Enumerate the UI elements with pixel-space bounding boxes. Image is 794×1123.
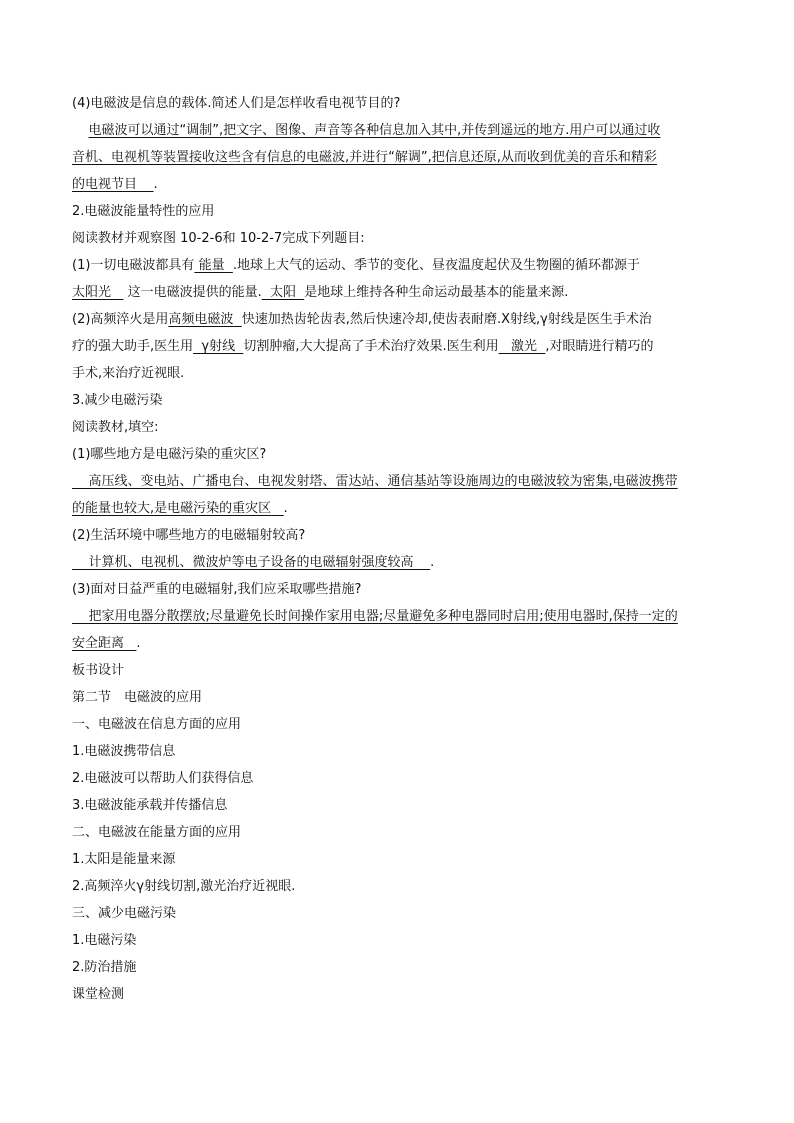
answer-text: 的电视节目 [72, 177, 138, 192]
section-3-heading: 3.减少电磁污染 [72, 393, 163, 408]
s3-question-1: (1)哪些地方是电磁污染的重灾区? [72, 447, 267, 462]
board-h2: 二、电磁波在能量方面的应用 [72, 825, 242, 840]
section-2-intro: 阅读教材并观察图 10-2-6和 10-2-7完成下列题目: [72, 231, 365, 246]
blank-answer: 能量 [198, 258, 225, 273]
section-3-intro: 阅读教材,填空: [72, 420, 159, 435]
blank-answer: γ射线 [201, 339, 236, 354]
q4-answer-line-1 [72, 117, 722, 144]
s3-answer-1-line-2: 的能量也较大,是电磁污染的重灾区 . [72, 501, 288, 516]
s3-answer-3-line-1 [72, 603, 722, 630]
q4-title: (4)电磁波是信息的载体.简述人们是怎样收看电视节目的? [72, 96, 401, 111]
board-h3-item-2: 2.防治措施 [72, 960, 137, 975]
board-h1-item-2: 2.电磁波可以帮助人们获得信息 [72, 771, 254, 786]
board-h1-item-3: 3.电磁波能承载并传播信息 [72, 798, 228, 813]
s3-question-2: (2)生活环境中哪些地方的电磁辐射较高? [72, 528, 306, 543]
s2-p1-line-1: (1)一切电磁波都具有 能量 .地球上大气的运动、季节的变化、昼夜温度起伏及生物圈的循环都源于 [72, 258, 640, 273]
s3-answer-2: 计算机、电视机、微波炉等电子设备的电磁辐射强度较高 . [72, 549, 722, 576]
board-h1: 一、电磁波在信息方面的应用 [72, 717, 242, 732]
classroom-check-heading: 课堂检测 [72, 987, 125, 1002]
blank-answer: 太阳光 [72, 285, 112, 300]
blank-answer: 激光 [511, 339, 538, 354]
blank-answer: 太阳 [269, 285, 296, 300]
board-h3-item-1: 1.电磁污染 [72, 933, 137, 948]
blank-answer: 高频电磁波 [168, 312, 234, 327]
answer-text: 音机、电视机等装置接收这些含有信息的电磁波,并进行“解调”,把信息还原,从而收到优美的音乐和精彩 [72, 150, 657, 165]
document-page [72, 90, 722, 1008]
section-2-heading: 2.电磁波能量特性的应用 [72, 204, 215, 219]
s3-answer-1-line-1 [72, 468, 722, 495]
s3-answer-3-line-2: 安全距离 . [72, 636, 141, 651]
answer-text: 电磁波可以通过“调制”,把文字、图像、声音等各种信息加入其中,并传到遥远的地方.用户可以通过收 [88, 123, 661, 138]
q4-answer-line-3: 的电视节目 . [72, 177, 158, 192]
answer-text: 高压线、变电站、广播电台、电视发射塔、雷达站、通信基站等设施周边的电磁波较为密集,电磁波携带 [88, 474, 678, 489]
s3-question-3: (3)面对日益严重的电磁辐射,我们应采取哪些措施? [72, 582, 362, 597]
s2-p2-line-1: (2)高频淬火是用高频电磁波 快速加热齿轮齿表,然后快速冷却,使齿表耐磨.X射线,γ射线是医生手术治 [72, 312, 652, 327]
answer-text: 计算机、电视机、微波炉等电子设备的电磁辐射强度较高 [88, 555, 414, 570]
s2-p2-line-2: 疗的强大助手,医生用 γ射线 切割肿瘤,大大提高了手术治疗效果.医生利用 激光 ,对眼睛进行精巧的 [72, 339, 654, 354]
answer-text: 把家用电器分散摆放;尽量避免长时间操作家用电器;尽量避免多种电器同时启用;使用电器时,保持一定的 [88, 609, 678, 624]
answer-text: 安全距离 [72, 636, 125, 651]
board-h3: 三、减少电磁污染 [72, 906, 177, 921]
board-h2-item-2: 2.高频淬火γ射线切割,激光治疗近视眼. [72, 879, 296, 894]
answer-text: 的能量也较大,是电磁污染的重灾区 [72, 501, 272, 516]
board-title: 第二节 电磁波的应用 [72, 690, 203, 705]
q4-answer-line-2 [72, 144, 722, 171]
board-h2-item-1: 1.太阳是能量来源 [72, 852, 176, 867]
s2-p2-line-3: 手术,来治疗近视眼. [72, 366, 185, 381]
board-h1-item-1: 1.电磁波携带信息 [72, 744, 176, 759]
s2-p1-line-2: 太阳光 这一电磁波提供的能量. 太阳 是地球上维持各种生命运动最基本的能量来源. [72, 285, 569, 300]
board-design-heading: 板书设计 [72, 663, 125, 678]
